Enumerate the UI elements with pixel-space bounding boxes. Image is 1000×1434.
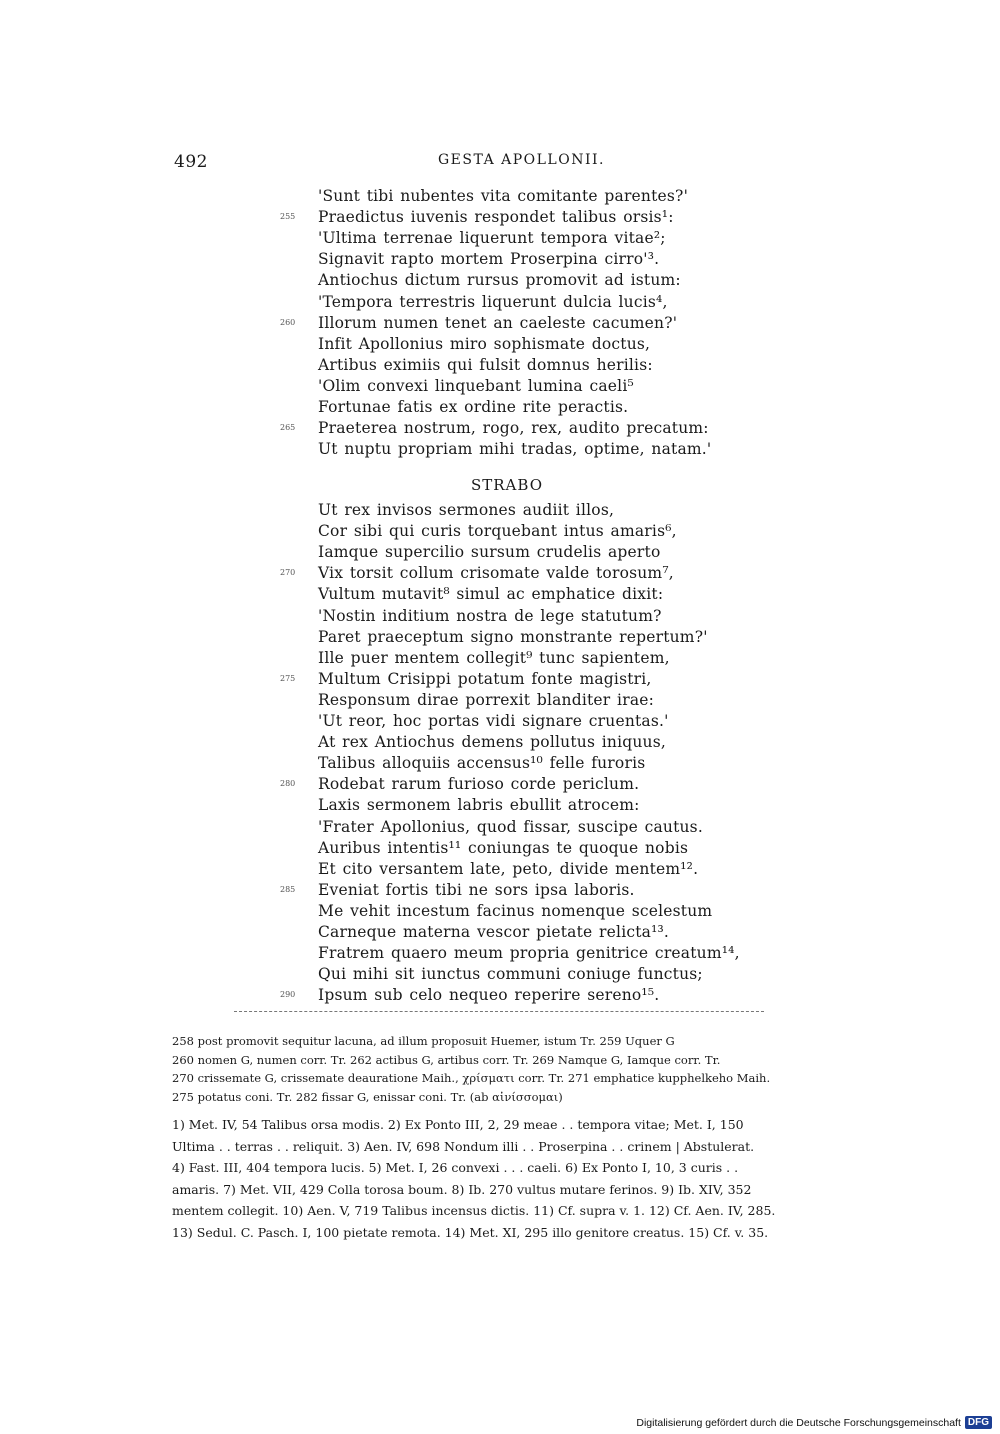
verse-line: Ut rex invisos sermones audiit illos, — [318, 501, 615, 519]
verse-line: 'Nostin inditium nostra de lege statutum? — [318, 606, 662, 625]
apparatus-line: 260 nomen G, numen corr. Tr. 262 actibus G, artibus corr. Tr. 269 Namque G, Iamque corr. Tr. — [172, 1052, 721, 1067]
verse-line: Artibus eximiis qui fulsit domnus herilis: — [318, 355, 653, 374]
line-number: 280 — [280, 779, 296, 789]
verse-line: Illorum numen tenet an caeleste cacumen?' — [318, 313, 678, 332]
verse-line: Infit Apollonius miro sophismate doctus, — [318, 334, 651, 353]
running-head: GESTA APOLLONII. — [438, 152, 605, 168]
verse-line: Antiochus dictum rursus promovit ad istum: — [318, 271, 681, 290]
section-title: STRABO — [470, 476, 543, 494]
verse-line: Ille puer mentem collegit⁹ tunc sapientem, — [318, 648, 670, 667]
verse-line: Vix torsit collum crisomate valde torosum⁷, — [318, 564, 674, 583]
verse-line: Vultum mutavit⁸ simul ac emphatice dixit: — [318, 585, 664, 604]
verse-line: Laxis sermonem labris ebullit atrocem: — [318, 796, 640, 815]
footnote-line: 13) Sedul. C. Pasch. I, 100 pietate remota. 14) Met. XI, 295 illo genitore creatus. 15) Cf. v. 35. — [172, 1224, 769, 1240]
verse-line: Paret praeceptum signo monstrante repertum?' — [318, 627, 708, 646]
page-number: 492 — [174, 152, 208, 172]
separator-rule — [234, 1011, 764, 1012]
verse-line: Iamque supercilio sursum crudelis aperto — [318, 543, 661, 562]
footnote-line: 1) Met. IV, 54 Talibus orsa modis. 2) Ex Ponto III, 2, 29 meae . . tempora vitae; Met. I, 150 — [172, 1117, 744, 1132]
verse-line: Ipsum sub celo nequeo reperire sereno¹⁵. — [318, 986, 660, 1005]
verse-line: Carneque materna vescor pietate relicta¹³. — [318, 923, 670, 941]
verse-line: 'Sunt tibi nubentes vita comitante parentes?' — [318, 187, 689, 205]
line-number: 290 — [280, 990, 296, 1000]
verse-line: Talibus alloquiis accensus¹⁰ felle furoris — [318, 754, 646, 773]
verse-line: 'Ut reor, hoc portas vidi signare cruentas.' — [318, 712, 669, 730]
dfg-logo: DFG — [965, 1416, 992, 1429]
line-number: 265 — [280, 423, 296, 433]
verse-line: Rodebat rarum furioso corde periclum. — [318, 775, 640, 794]
verse-line: 'Frater Apollonius, quod fissar, suscipe cautus. — [318, 817, 703, 836]
verse-line: Fratrem quaero meum propria genitrice creatum¹⁴, — [318, 944, 740, 963]
line-number: 270 — [280, 568, 296, 578]
verse-line: Signavit rapto mortem Proserpina cirro'³. — [318, 250, 660, 269]
verse-line: 'Tempora terrestris liquerunt dulcia lucis⁴, — [318, 292, 668, 311]
verse-line: Me vehit incestum facinus nomenque scelestum — [318, 901, 713, 920]
verse-line: Responsum dirae porrexit blanditer irae: — [318, 690, 655, 709]
verse-line: 'Ultima terrenae liquerunt tempora vitae²; — [318, 229, 666, 248]
verse-line: Auribus intentis¹¹ coniungas te quoque nobis — [318, 838, 689, 857]
verse-line: Praeterea nostrum, rogo, rex, audito precatum: — [318, 419, 709, 438]
line-number: 260 — [280, 317, 296, 327]
footnote-line: 4) Fast. III, 404 tempora lucis. 5) Met. I, 26 convexi . . . caeli. 6) Ex Ponto I, 10, 3 curis . . — [172, 1160, 739, 1175]
verse-line: Ut nuptu propriam mihi tradas, optime, natam.' — [318, 440, 712, 459]
line-number: 285 — [280, 884, 296, 894]
verse-line: Fortunae fatis ex ordine rite peractis. — [318, 398, 629, 416]
apparatus-line: 258 post promovit sequitur lacuna, ad illum proposuit Huemer, istum Tr. 259 Uquer G — [172, 1034, 675, 1048]
apparatus-line: 275 potatus coni. Tr. 282 fissar G, enissar coni. Tr. (ab αἰνίσσομαι) — [172, 1089, 563, 1104]
verse-line: Praedictus iuvenis respondet talibus orsis¹: — [318, 208, 674, 227]
dfg-credit — [636, 1416, 992, 1429]
footnote-line: Ultima . . terras . . reliquit. 3) Aen. IV, 698 Nondum illi . . Proserpina . . crinem | Abstulerat. — [172, 1138, 755, 1154]
verse-line: Cor sibi qui curis torquebant intus amaris⁶, — [318, 522, 677, 541]
dfg-credit-text: Digitalisierung gefördert durch die Deutsche Forschungsgemeinschaft — [636, 1416, 961, 1429]
apparatus-line: 270 crissemate G, crissemate deauratione Maih., χρίσματι corr. Tr. 271 emphatice kupphelkeho Maih. — [172, 1071, 771, 1085]
verse-line: Multum Crisippi potatum fonte magistri, — [318, 669, 652, 688]
verse-line: 'Olim convexi linquebant lumina caeli⁵ — [318, 376, 634, 395]
verse-line: At rex Antiochus demens pollutus iniquus, — [318, 733, 666, 752]
line-number: 255 — [280, 212, 296, 222]
verse-line: Eveniat fortis tibi ne sors ipsa laboris. — [318, 880, 635, 899]
footnote-line: mentem collegit. 10) Aen. V, 719 Talibus incensus dictis. 11) Cf. supra v. 1. 12) Cf. Aen. IV, 285. — [172, 1203, 776, 1218]
line-number: 275 — [280, 673, 296, 683]
verse-line: Et cito versantem late, peto, divide mentem¹². — [318, 859, 699, 878]
footnote-line: amaris. 7) Met. VII, 429 Colla torosa boum. 8) Ib. 270 vultus mutare ferinos. 9) Ib. XIV, 352 — [172, 1181, 752, 1197]
verse-line: Qui mihi sit iunctus communi coniuge functus; — [318, 965, 703, 984]
